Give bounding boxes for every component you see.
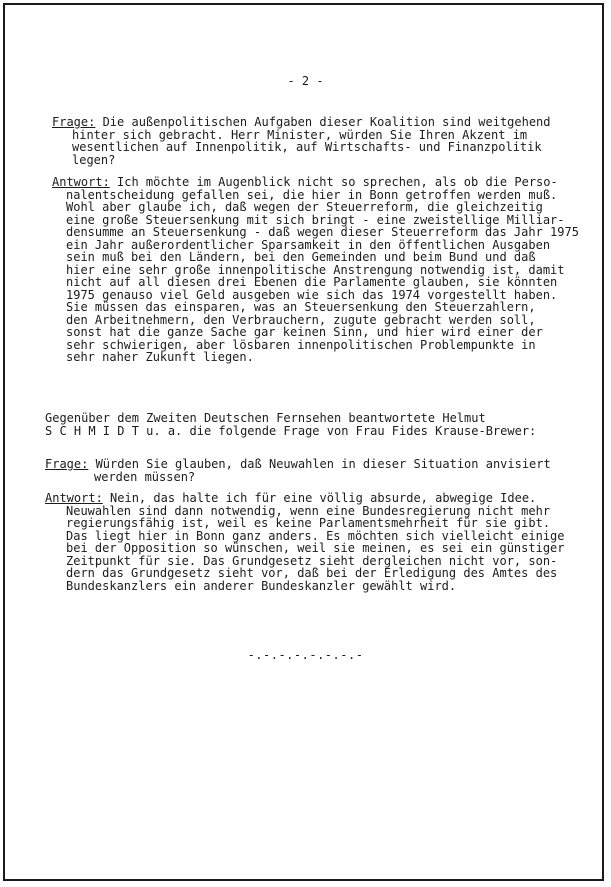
answer-text-line: nalentscheidung gefallen sei, die hier in Bonn getroffen werden muß. xyxy=(66,187,558,202)
answer-text-line: sehr naher Zukunft liegen. xyxy=(66,350,254,364)
answer-text-line: bei der Opposition so wünschen, weil sie meinen, es sei ein günstiger xyxy=(66,541,565,555)
answer-2-continuation xyxy=(66,505,565,593)
question-1-continuation xyxy=(72,129,542,167)
answer-text-line: Neuwahlen sind dann notwendig, wenn eine Bundesregierung nicht mehr xyxy=(66,503,551,518)
question-text-line: wesentlichen auf Innenpolitik, auf Wirtschafts- und Finanzpolitik xyxy=(72,140,542,154)
answer-label: Antwort: xyxy=(45,491,103,505)
intro-line: S C H M I D T u. a. die folgende Frage von Frau Fides Krause-Brewer: xyxy=(45,423,537,438)
answer-text-line: Sie müssen das einsparen, was an Steuersenkung den Steuerzahlern, xyxy=(66,300,536,314)
answer-text-line: Zeitpunkt für sie. Das Grundgesetz sieht dergleichen nicht vor, son- xyxy=(66,553,558,568)
answer-text-line: Nein, das halte ich für eine völlig absurde, abwegige Idee. xyxy=(102,491,537,505)
answer-text-line: 1975 genauso viel Geld ausgeben wie sich das 1974 vorgestellt haben. xyxy=(66,287,558,302)
question-text-line: Würden Sie glauben, daß Neuwahlen in dieser Situation anvisiert xyxy=(88,457,551,471)
answer-text-line: ein Jahr außerordentlicher Sparsamkeit in den öffentlichen Ausgaben xyxy=(66,237,551,252)
intro-line: Gegenüber dem Zweiten Deutschen Fernsehen beantwortete Helmut xyxy=(45,411,486,425)
question-2 xyxy=(45,458,551,471)
answer-text-line: hier eine sehr große innenpolitische Anstrengung notwendig ist, damit xyxy=(66,262,565,277)
answer-1 xyxy=(52,176,558,189)
answer-text-line: Wohl aber glaube ich, daß wegen der Steuerreform, die gleichzeitig xyxy=(66,200,543,214)
question-text-line: werden müssen? xyxy=(94,469,196,484)
answer-text-line: Ich möchte im Augenblick nicht so sprechen, als ob die Perso- xyxy=(109,175,558,189)
question-label: Frage: xyxy=(45,457,89,471)
answer-text-line: regierungsfähig ist, weil es keine Parlamentsmehrheit für sie gibt. xyxy=(66,516,551,530)
answer-text-line: eine große Steuersenkung mit sich bringt - eine zweistellige Milliar- xyxy=(66,212,565,227)
answer-1-continuation xyxy=(66,189,579,364)
answer-2 xyxy=(45,492,536,505)
answer-text-line: Das liegt hier in Bonn ganz anders. Es möchten sich vielleicht einige xyxy=(66,528,565,543)
answer-text-line: Bundeskanzlers ein anderer Bundeskanzler gewählt wird. xyxy=(66,578,457,593)
question-text-line: hinter sich gebracht. Herr Minister, würden Sie Ihren Akzent im xyxy=(72,127,528,142)
question-text-line: Die außenpolitischen Aufgaben dieser Koalition sind weitgehend xyxy=(95,115,551,129)
question-1 xyxy=(52,116,551,129)
answer-text-line: den Arbeitnehmern, den Verbrauchern, zugute gebracht werden soll, xyxy=(66,312,536,327)
question-label: Frage: xyxy=(52,115,96,129)
answer-text-line: sehr schwierigen, aber lösbaren innenpolitischen Problempunkte in xyxy=(66,337,536,352)
answer-label: Antwort: xyxy=(52,175,110,189)
answer-text-line: sonst hat die ganze Sache gar keinen Sinn, und hier wird einer der xyxy=(66,325,543,339)
intro-paragraph xyxy=(45,412,536,437)
end-separator: -.-.-.-.-.-.-.- xyxy=(247,648,364,662)
answer-text-line: dern das Grundgesetz sieht vor, daß bei der Erledigung des Amtes des xyxy=(66,566,558,580)
question-text-line: legen? xyxy=(72,152,116,167)
answer-text-line: nicht auf all diesen drei Ebenen die Parlamente glauben, sie könnten xyxy=(66,275,558,289)
question-2-continuation xyxy=(94,471,195,484)
answer-text-line: sein muß bei den Ländern, bei den Gemeinden und beim Bund und daß xyxy=(66,250,536,264)
page-number: - 2 - xyxy=(287,74,324,88)
answer-text-line: densumme an Steuersenkung - daß wegen dieser Steuerreform das Jahr 1975 xyxy=(66,225,579,239)
